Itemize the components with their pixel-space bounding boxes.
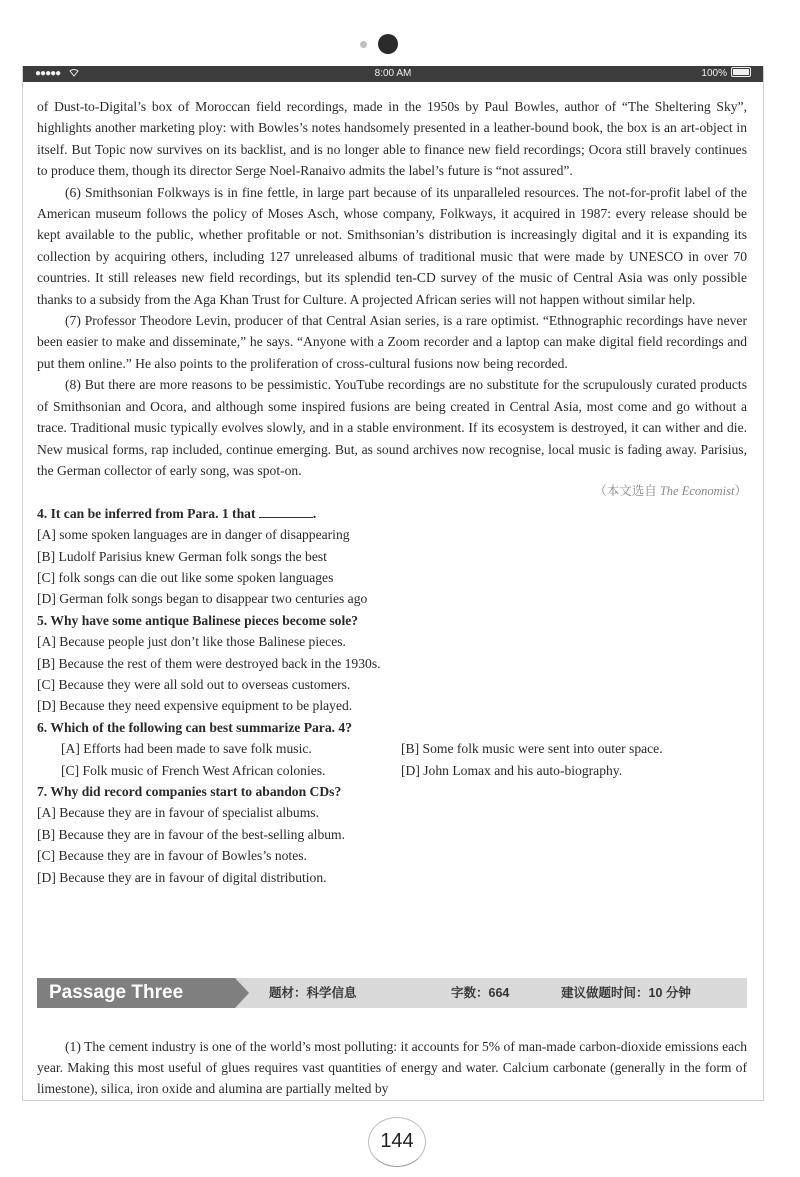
- option-d[interactable]: [D] Because they are in favour of digital distribution.: [37, 869, 327, 885]
- sensor-dot: [360, 41, 367, 48]
- status-bar: [23, 66, 763, 82]
- battery-indicator: [701, 66, 751, 82]
- source-title: The Economist: [659, 484, 735, 499]
- paragraph-7: (7) Professor Theodore Levin, producer of that Central Asian series, is a rare optimist. “Ethnographic recordings have never been easier to make and disseminate,” he says. “Anyone with a Zoom recorder and a laptop can make digital field recordings and put them online.” He also points to the proliferation of cross-cultural fusions now being recorded.: [37, 313, 747, 371]
- option-row: [61, 738, 747, 759]
- option-c[interactable]: [C] Because they were all sold out to overseas customers.: [37, 676, 351, 692]
- passage-banner: [37, 978, 747, 1008]
- passage-suggested-time: 建议做题时间：10 分钟: [561, 986, 691, 1000]
- question-stem: 5. Why have some antique Balinese pieces become sole?: [37, 612, 359, 628]
- option-d[interactable]: [D] Because they need expensive equipment to be played.: [37, 698, 353, 714]
- status-time: 8:00 AM: [374, 68, 412, 79]
- option-b[interactable]: [B] Because they are in favour of the best-selling album.: [37, 826, 346, 842]
- battery-icon: [731, 67, 751, 77]
- option-b[interactable]: [B] Ludolf Parisius knew German folk songs the best: [37, 548, 327, 564]
- option-d[interactable]: [D] John Lomax and his auto-biography.: [401, 762, 623, 778]
- option-c[interactable]: [C] Folk music of French West African colonies.: [61, 762, 326, 778]
- passage-title: Passage Three: [37, 978, 235, 1008]
- paragraph-8: (8) But there are more reasons to be pessimistic. YouTube recordings are no substitute for the scrupulously curated products of Smithsonian and Ocora, and although some inspired fusions are being created in Central Asia, most come and go without a trace. Traditional music typically evolves slowly, and in a stable environment. If its ecosystem is destroyed, it can wither and die. New musical forms, rap included, continue emerging. But, as sound archives now recognise, local music is fading away. Parisius, the German collector of early song, was spot-on.: [37, 377, 747, 478]
- passage-word-count: 字数：664: [451, 986, 510, 1000]
- question-stem: 4. It can be inferred from Para. 1 that .: [37, 505, 317, 521]
- option-b[interactable]: [B] Some folk music were sent into outer space.: [401, 741, 663, 757]
- option-a[interactable]: [A] Efforts had been made to save folk music.: [61, 741, 312, 757]
- signal-icon: ●●●●●: [35, 68, 61, 79]
- option-a[interactable]: [A] Because they are in favour of specialist albums.: [37, 805, 319, 821]
- option-b[interactable]: [B] Because the rest of them were destroyed back in the 1930s.: [37, 655, 381, 671]
- question-5: [37, 610, 747, 717]
- option-a[interactable]: [A] some spoken languages are in danger of disappearing: [37, 527, 350, 543]
- option-row: [61, 760, 747, 781]
- banner-arrow-icon: [235, 978, 249, 1008]
- option-d[interactable]: [D] German folk songs began to disappear two centuries ago: [37, 591, 368, 607]
- question-4: [37, 503, 747, 610]
- source-citation: （本文选自 The Economist）: [594, 484, 747, 499]
- question-stem: 7. Why did record companies start to abandon CDs?: [37, 784, 342, 799]
- option-c[interactable]: [C] folk songs can die out like some spoken languages: [37, 569, 334, 585]
- passage-three-content: [37, 1022, 747, 1113]
- paragraph-6: (6) Smithsonian Folkways is in fine fettle, in large part because of its unparalleled resources. The not-for-profit label of the American museum follows the policy of Moses Asch, whose company, Folkways, it acquired in 1987: every release should be kept available to the public, whether profitable or not. Smithsonian’s distribution is increasingly digital and it is expanding its collection by acquiring others, including 127 unreleased albums of traditional music that were made by UNESCO in over 70 countries. It still releases new field recordings, but its splendid ten-CD survey of the music of Central Asia was only possible thanks to a subsidy from the Aga Khan Trust for Culture. A projected African series will not happen without similar help.: [37, 184, 747, 307]
- tablet-screen: [22, 66, 764, 1101]
- question-6: [37, 717, 747, 781]
- article-content: [37, 96, 747, 888]
- camera-icon: [378, 34, 398, 54]
- paragraph-continued: of Dust-to-Digital’s box of Moroccan field recordings, made in the 1950s by Paul Bowles, author of “The Sheltering Sky”, highlights another marketing ploy: with Bowles’s notes handsomely presented in a leather-bound book, the box is an art-object in itself. But Topic now survives on its backlist, and is no longer able to finance new field recordings; Ocora still bravely continues to produce them, though its director Serge Noel-Ranaivo admits the label’s future is “not assured”.: [37, 99, 747, 179]
- paragraph-1: (1) The cement industry is one of the world’s most polluting: it accounts for 5% of man-made carbon-dioxide emissions each year. Making this most useful of glues requires vast quantities of energy and water. Calcium carbonate (generally in the form of limestone), silica, iron oxide and alumina are partially melted by: [37, 1038, 747, 1097]
- question-7: [37, 781, 747, 888]
- page-number: 144: [368, 1117, 426, 1167]
- option-a[interactable]: [A] Because people just don’t like those Balinese pieces.: [37, 634, 346, 650]
- battery-percent: 100%: [701, 68, 727, 79]
- tablet-bezel-top: [0, 30, 800, 58]
- option-c[interactable]: [C] Because they are in favour of Bowles’s notes.: [37, 848, 307, 864]
- passage-topic: 题材：科学信息: [269, 986, 357, 1000]
- question-stem: 6. Which of the following can best summarize Para. 4?: [37, 719, 353, 735]
- answer-blank[interactable]: [259, 505, 313, 518]
